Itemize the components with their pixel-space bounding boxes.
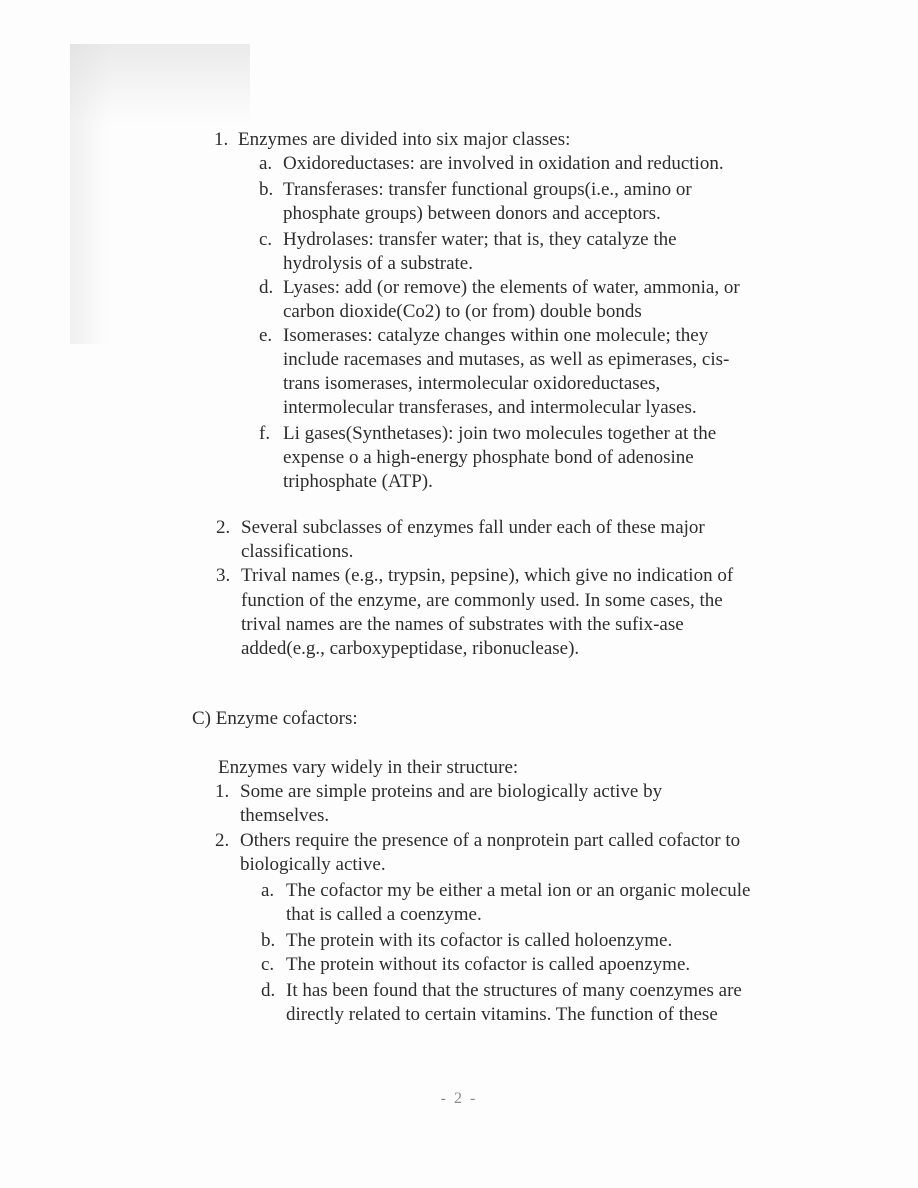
list-marker: 2. [215,830,230,851]
sublist-line: triphosphate (ATP). [283,471,433,492]
list-marker: 3. [216,565,231,586]
list-item-line: Others require the presence of a nonprotein part called cofactor to [240,830,741,851]
sublist-line: Oxidoreductases: are involved in oxidation and reduction. [283,153,724,174]
sublist-line: expense o a high-energy phosphate bond of adenosine [283,447,694,468]
list-item-line: added(e.g., carboxypeptidase, ribonuclease). [241,638,580,659]
page-number: - 2 - [440,1090,478,1107]
list-item-line: themselves. [240,805,330,826]
sublist-line: Isomerases: catalyze changes within one molecule; they [283,325,709,346]
sublist-line: The cofactor my be either a metal ion or an organic molecule [286,880,751,901]
list-item-line: Several subclasses of enzymes fall under each of these major [241,517,705,538]
sublist-marker: c. [259,229,273,250]
list-item-text: Enzymes are divided into six major classes: [238,129,571,150]
list-marker: 1. [215,781,230,802]
sublist-marker: c. [261,954,275,975]
sublist-line: Li gases(Synthetases): join two molecules together at the [283,423,717,444]
sublist-line: phosphate groups) between donors and acceptors. [283,203,661,224]
sublist-line: hydrolysis of a substrate. [283,253,473,274]
sublist-marker: d. [259,277,274,298]
sublist-line: It has been found that the structures of many coenzymes are [286,980,742,1001]
list-marker: 2. [216,517,231,538]
sublist-line: include racemases and mutases, as well as epimerases, cis- [283,349,730,370]
sublist-marker: d. [261,980,276,1001]
list-item-line: function of the enzyme, are commonly used. In some cases, the [241,590,723,611]
sublist-marker: a. [259,153,273,174]
sublist-line: intermolecular transferases, and intermolecular lyases. [283,397,697,418]
section-heading: C) Enzyme cofactors: [192,708,358,729]
sublist-marker: b. [259,179,274,200]
list-item-line: Trival names (e.g., trypsin, pepsine), which give no indication of [241,565,734,586]
sublist-line: trans isomerases, intermolecular oxidoreductases, [283,373,661,394]
sublist-line: Transferases: transfer functional groups(i.e., amino or [283,179,692,200]
sublist-line: Lyases: add (or remove) the elements of water, ammonia, or [283,277,740,298]
list-item-line: classifications. [241,541,354,562]
sublist-line: that is called a coenzyme. [286,904,482,925]
sublist-line: Hydrolases: transfer water; that is, they catalyze the [283,229,677,250]
sublist-line: directly related to certain vitamins. The function of these [286,1004,718,1025]
sublist-line: The protein with its cofactor is called holoenzyme. [286,930,673,951]
sublist-line: carbon dioxide(Co2) to (or from) double bonds [283,301,642,322]
sublist-line: The protein without its cofactor is called apoenzyme. [286,954,691,975]
list-item-line: Some are simple proteins and are biologically active by [240,781,663,802]
scan-shadow-left [70,44,110,344]
sublist-marker: b. [261,930,276,951]
list-item-line: biologically active. [240,854,386,875]
list-item-line: trival names are the names of substrates with the sufix-ase [241,614,684,635]
list-marker: 1. [214,129,229,150]
sublist-marker: a. [261,880,275,901]
section-intro: Enzymes vary widely in their structure: [218,757,519,778]
sublist-marker: e. [259,325,273,346]
sublist-marker: f. [259,423,271,444]
